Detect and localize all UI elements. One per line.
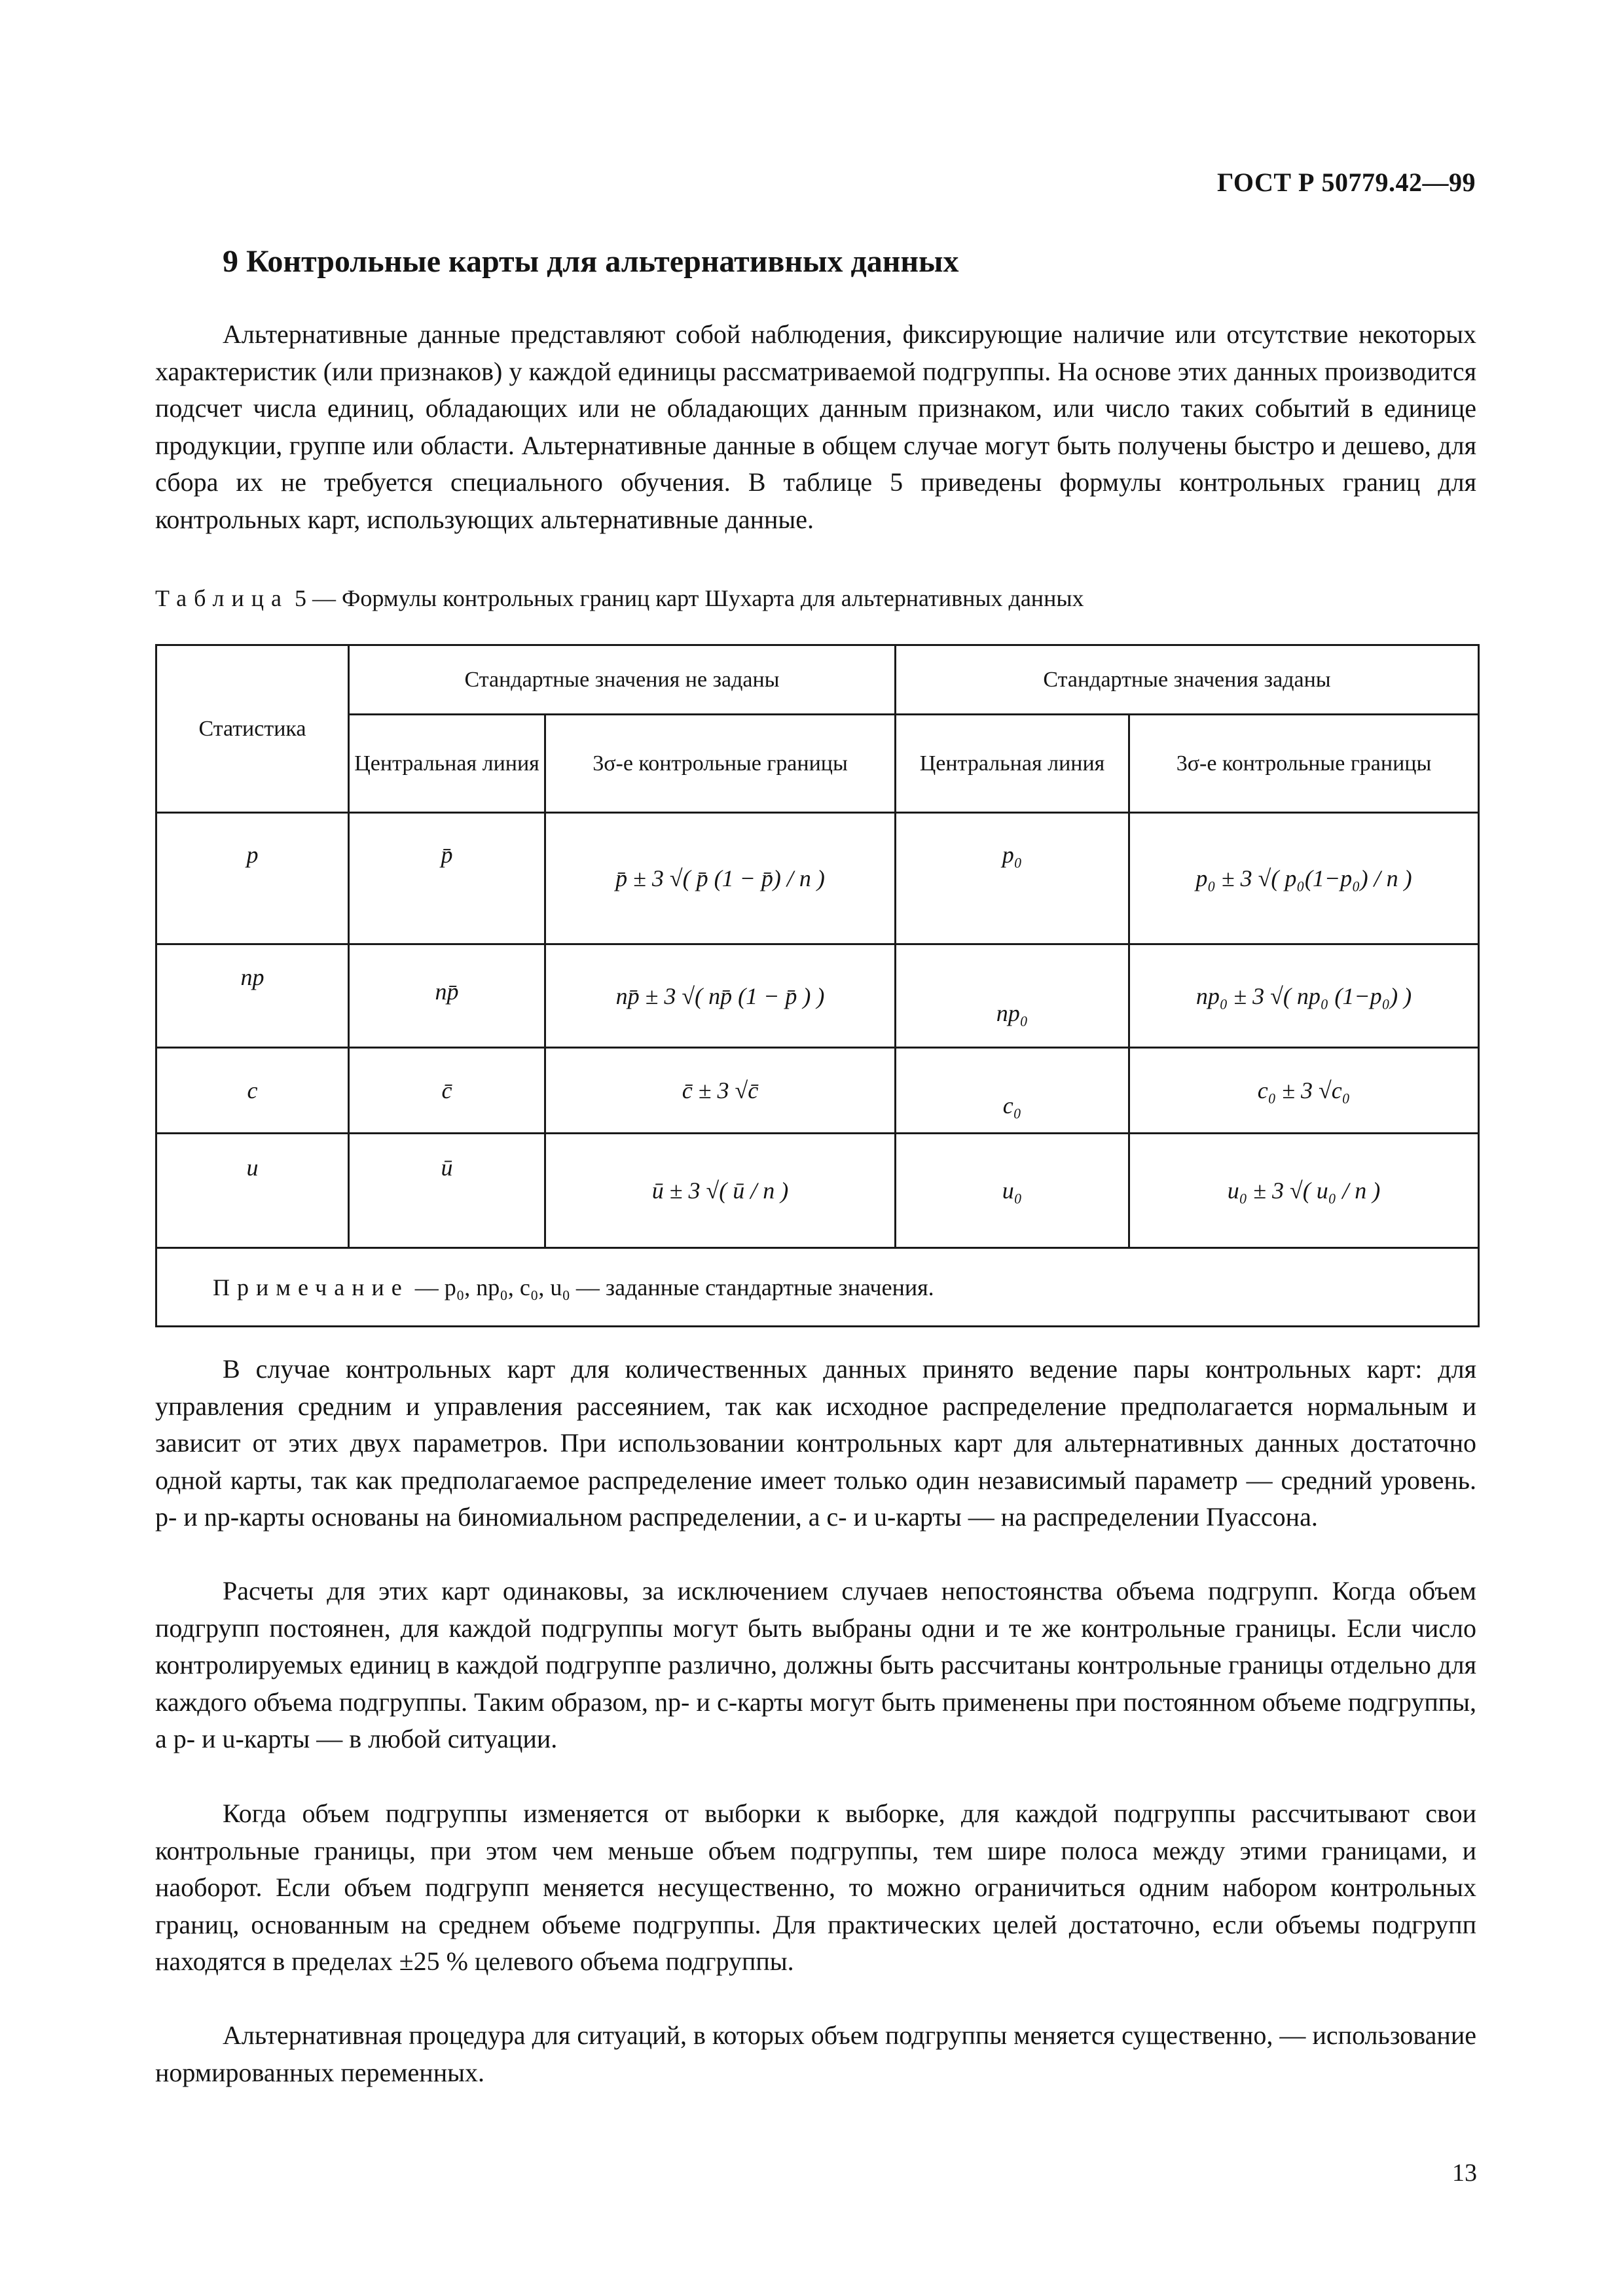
table-note bbox=[156, 1248, 1479, 1327]
table-note-text: — p₀, np₀, c₀, u₀ — заданные стандартные значения. bbox=[409, 1274, 934, 1300]
row-statistic: c bbox=[156, 1048, 349, 1134]
row-center-line-given: np₀ bbox=[896, 944, 1129, 1048]
row-limits: ū ± 3 √( ū / n ) bbox=[545, 1134, 896, 1248]
paragraph-five: Альтернативная процедура для ситуаций, в которых объем подгруппы меняется существенно, — использование нормированных переменных. bbox=[155, 2020, 1476, 2087]
row-center-line: ū bbox=[349, 1134, 545, 1248]
table-row bbox=[156, 1048, 1479, 1134]
table-note-label: Примечание bbox=[213, 1274, 409, 1300]
row-limits-given: p₀ ± 3 √( p₀(1−p₀) / n ) bbox=[1129, 813, 1479, 944]
formula-table bbox=[155, 644, 1478, 1325]
table-row bbox=[156, 944, 1479, 1048]
page-number: 13 bbox=[1452, 2159, 1477, 2187]
row-limits: c̄ ± 3 √c̄ bbox=[545, 1048, 896, 1134]
document-code: ГОСТ Р 50779.42—99 bbox=[1216, 168, 1476, 197]
row-center-line: c̄ bbox=[349, 1048, 545, 1134]
header-center-line: Центральная линия bbox=[349, 715, 545, 813]
row-limits: np̄ ± 3 √( np̄ (1 − p̄ ) ) bbox=[545, 944, 896, 1048]
row-limits: p̄ ± 3 √( p̄ (1 − p̄) / n ) bbox=[545, 813, 896, 944]
header-not-given: Стандартные значения не заданы bbox=[349, 645, 896, 715]
header-statistic: Статистика bbox=[156, 645, 349, 813]
table-caption-text: 5 — Формулы контрольных границ карт Шухарта для альтернативных данных bbox=[288, 585, 1084, 611]
row-limits-given: np₀ ± 3 √( np₀ (1−p₀) ) bbox=[1129, 944, 1479, 1048]
section-title: 9 Контрольные карты для альтернативных данных bbox=[223, 244, 959, 279]
row-center-line-given: p₀ bbox=[896, 813, 1129, 944]
header-center-line: Центральная линия bbox=[896, 715, 1129, 813]
paragraph-intro: Альтернативные данные представляют собой наблюдения, фиксирующие наличие или отсутствие некоторых характеристик (или признаков) у каждой единицы рассматриваемой подгруппы. На основе этих данных производится подсчет числа единиц, обладающих или не обладающих данным признаком, или число таких событий в единице продукции, группе или области. Альтернативные данные в общем случае могут быть получены быстро и дешево, для сбора их не требуется специального обучения. В таблице 5 приведены формулы контрольных границ для контрольных карт, использующих альтернативные данные. bbox=[155, 319, 1476, 534]
table-row bbox=[156, 1134, 1479, 1248]
header-limits: 3σ-е контрольные границы bbox=[545, 715, 896, 813]
table-row bbox=[156, 813, 1479, 944]
row-center-line: np̄ bbox=[349, 944, 545, 1048]
header-given: Стандартные значения заданы bbox=[896, 645, 1479, 715]
header-limits: 3σ-е контрольные границы bbox=[1129, 715, 1479, 813]
table-caption bbox=[155, 584, 1084, 612]
paragraph-three: Расчеты для этих карт одинаковы, за исключением случаев непостоянства объема подгрупп. Когда объем подгрупп постоянен, для каждой подгруппы могут быть выбраны одни и те же контрольные границы. Если число контролируемых единиц в каждой подгруппе различно, должны быть рассчитаны контрольные границы отдельно для каждого объема подгруппы. Таким образом, np- и c-карты могут быть применены при постоянном объеме подгруппы, а p- и u-карты — в любой ситуации. bbox=[155, 1576, 1477, 1753]
row-limits-given: c₀ ± 3 √c₀ bbox=[1129, 1048, 1479, 1134]
paragraph-four: Когда объем подгруппы изменяется от выборки к выборке, для каждой подгруппы рассчитывают свои контрольные границы, при этом чем меньше объем подгруппы, тем шире полоса между этими границами, и наоборот. Если объем подгрупп меняется несущественно, то можно ограничиться одним набором контрольных границ, основанным на среднем объеме подгруппы. Для практических целей достаточно, если объемы подгрупп находятся в пределах ±25 % целевого объема подгруппы. bbox=[155, 1799, 1476, 1976]
row-statistic: p bbox=[156, 813, 349, 944]
row-center-line-given: u₀ bbox=[896, 1134, 1129, 1248]
paragraph-two: В случае контрольных карт для количественных данных принято ведение пары контрольных карт: для управления средним и управления рассеянием, так как исходное распределение предполагается нормальным и зависит от этих двух параметров. При использовании контрольных карт для альтернативных данных достаточно одной карты, так как предполагаемое распределение имеет только один независимый параметр — средний уровень. p- и np-карты основаны на биномиальном распределении, а c- и u-карты — на распределении Пуассона. bbox=[155, 1354, 1476, 1532]
row-statistic: u bbox=[156, 1134, 349, 1248]
row-center-line: p̄ bbox=[349, 813, 545, 944]
row-limits-given: u₀ ± 3 √( u₀ / n ) bbox=[1129, 1134, 1479, 1248]
table-caption-label: Таблица bbox=[155, 585, 289, 611]
row-statistic: np bbox=[156, 944, 349, 1048]
row-center-line-given: c₀ bbox=[896, 1048, 1129, 1134]
